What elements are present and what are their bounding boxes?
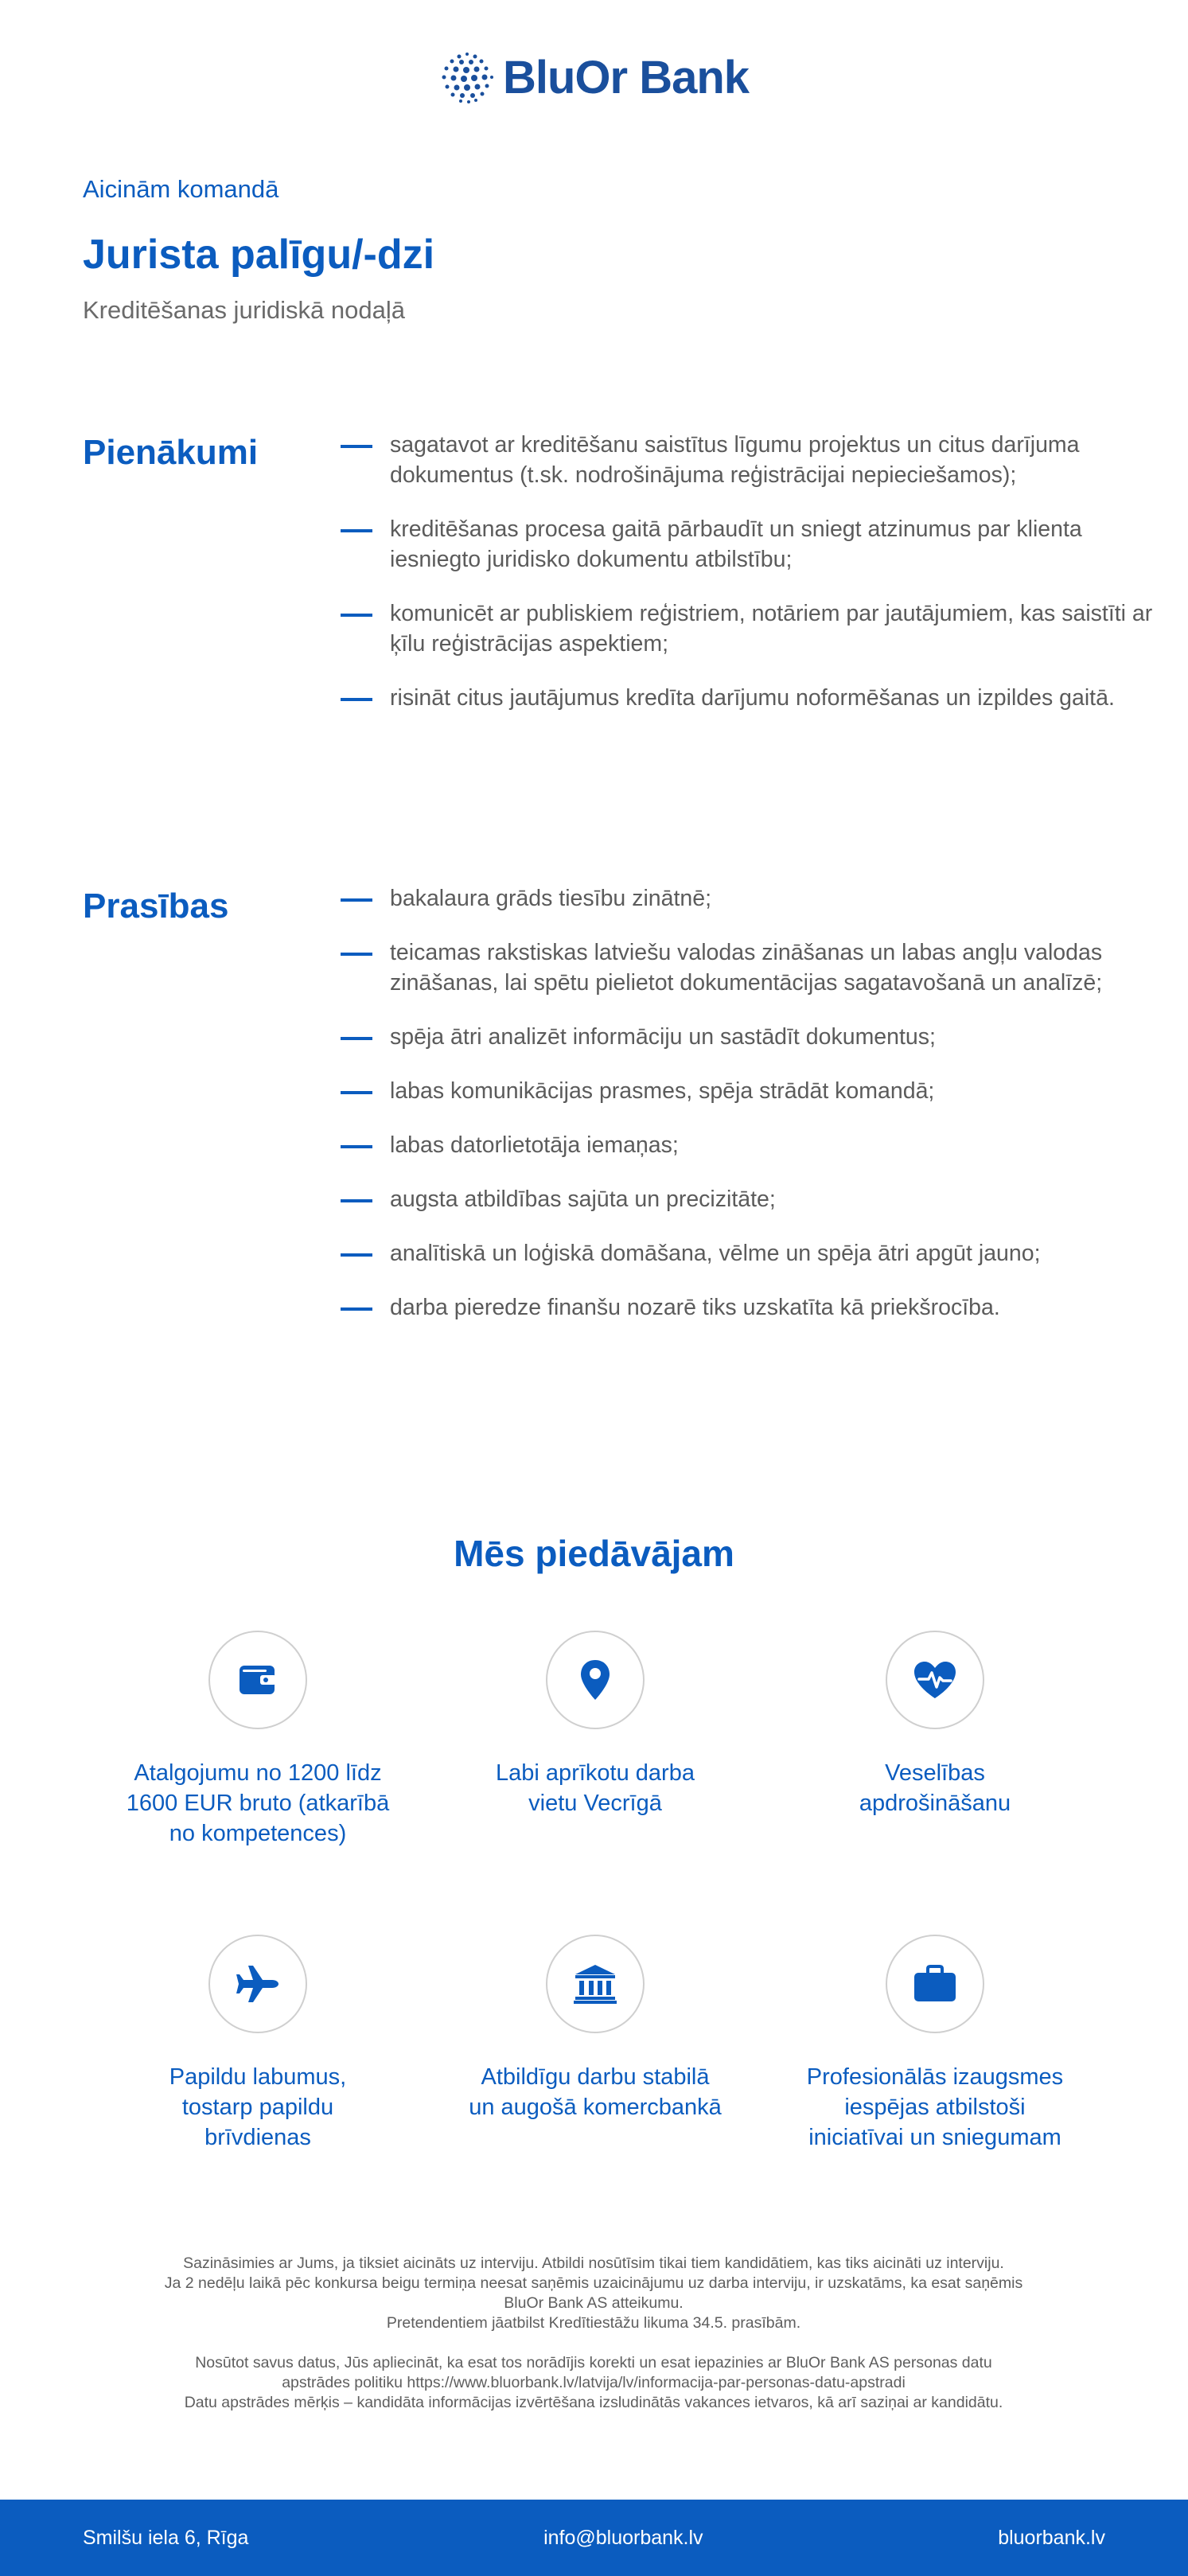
benefit-label: Atbildīgu darbu stabilā un augošā komercbankā [469, 2064, 722, 2120]
benefit-icon-circle [546, 1935, 645, 2033]
brand-name: BluOr Bank [502, 51, 750, 103]
dash-bullet [341, 1253, 372, 1257]
benefit-label: Atalgojumu no 1200 līdz 1600 EUR bruto (atkarībā no kompetences) [126, 1760, 390, 1846]
dash-bullet [341, 698, 372, 701]
list-item: analītiskā un loģiskā domāšana, vēlme un spēja ātri apgūt jauno; [341, 1238, 1168, 1269]
benefit-icon-circle [886, 1631, 984, 1729]
benefit-icon-circle [208, 1935, 307, 2033]
dash-bullet [341, 1145, 372, 1148]
dotted-globe-icon [439, 49, 495, 105]
dash-bullet [341, 953, 372, 956]
legal-notice [116, 2254, 1071, 2433]
list-item: kreditēšanas procesa gaitā pārbaudīt un sniegt atzinumus par klienta iesniegto juridisko dokumentu atbilstību; [341, 514, 1168, 575]
privacy-paragraph: Nosūtot savus datus, Jūs apliecināt, ka esat tos norādījis korekti un esat iepazinies ar BluOr Bank AS personas datu apstrādes politiku https://www.bluorbank.lv/latvija/lv/informacija-par-personas-datu-apstradi Datu apstrādes mērķis – kandidāta informācijas izvērtēšana izsludinātās vakances ietvaros, kā arī saziņai ar kandidātu. [184, 2354, 1003, 2411]
requirements-title: Prasības [83, 887, 229, 926]
heart-pulse-icon [913, 1660, 957, 1700]
duties-list [341, 430, 1168, 737]
benefit-icon-circle [546, 1631, 645, 1729]
job-title: Jurista palīgu/-dzi [83, 232, 435, 278]
job-intro [83, 175, 434, 325]
footer-address: Smilšu iela 6, Rīga [83, 2526, 249, 2549]
footer-email-link[interactable]: info@bluorbank.lv [543, 2526, 703, 2549]
legal-paragraph: Sazināsimies ar Jums, ja tiksiet aicināts uz interviju. Atbildi nosūtīsim tikai tiem kandidātiem, kas tiks aicināti uz interviju. Ja 2 nedēļu laikā pēc konkursa beigu termiņa neesat saņēmis uzaicinājumu uz darba interviju, ir uzskatāms, ka esat saņēmis BluOr Bank AS atteikumu. Pretendentiem jāatbilst Kredītiestāžu likuma 34.5. prasībām. [164, 2254, 1023, 2332]
list-item: darba pieredze finanšu nozarē tiks uzskatīta kā priekšrocība. [341, 1292, 1168, 1323]
benefit-label: Labi aprīkotu darba vietu Vecrīgā [496, 1760, 695, 1816]
benefit-salary [107, 1631, 409, 1849]
briefcase-icon [913, 1965, 957, 2003]
benefit-workplace [444, 1631, 746, 1818]
department-text: Kreditēšanas juridiskā nodaļā [83, 296, 405, 324]
list-item: teicamas rakstiskas latviešu valodas zināšanas un labas angļu valodas zināšanas, lai spētu pielietot dokumentācijas sagatavošanā un analīzē; [341, 937, 1168, 998]
benefit-stable-bank [444, 1935, 746, 2122]
benefit-label: Veselības apdrošināšanu [859, 1760, 1011, 1816]
offer-title: Mēs piedāvājam [454, 1533, 734, 1574]
benefit-health [784, 1631, 1086, 1818]
dash-bullet [341, 445, 372, 448]
benefit-growth [784, 1935, 1086, 2153]
dash-bullet [341, 898, 372, 902]
requirements-list [341, 883, 1168, 1346]
dash-bullet [341, 1307, 372, 1311]
dash-bullet [341, 614, 372, 617]
footer-bar [0, 2500, 1188, 2576]
list-item: bakalaura grāds tiesību zinātnē; [341, 883, 1168, 914]
brand-logo [0, 49, 1188, 105]
list-item: labas komunikācijas prasmes, spēja strādāt komandā; [341, 1076, 1168, 1106]
benefit-icon-circle [208, 1631, 307, 1729]
airplane-icon [234, 1963, 282, 2005]
duties-title: Pienākumi [83, 433, 259, 472]
dash-bullet [341, 1091, 372, 1094]
dash-bullet [341, 529, 372, 532]
map-pin-icon [579, 1658, 611, 1701]
list-item: komunicēt ar publiskiem reģistriem, notāriem par jautājumiem, kas saistīti ar ķīlu reģistrācijas aspektiem; [341, 598, 1168, 659]
list-item: augsta atbildības sajūta un precizitāte; [341, 1184, 1168, 1214]
list-item: sagatavot ar kreditēšanu saistītus līgumu projektus un citus darījuma dokumentus (t.sk. nodrošinājuma reģistrācijai nepieciešamos); [341, 430, 1168, 490]
dash-bullet [341, 1037, 372, 1040]
dash-bullet [341, 1199, 372, 1202]
list-item: risināt citus jautājumus kredīta darījumu noformēšanas un izpildes gaitā. [341, 683, 1168, 713]
benefit-label: Papildu labumus, tostarp papildu brīvdienas [169, 2064, 347, 2150]
footer-website-link[interactable]: bluorbank.lv [998, 2526, 1105, 2549]
benefit-extra-days [107, 1935, 409, 2153]
kicker-text: Aicinām komandā [83, 175, 279, 203]
bank-building-icon [574, 1963, 617, 2005]
wallet-icon [238, 1662, 278, 1697]
list-item: spēja ātri analizēt informāciju un sastādīt dokumentus; [341, 1022, 1168, 1052]
benefit-icon-circle [886, 1935, 984, 2033]
benefit-label: Profesionālās izaugsmes iespējas atbilstoši iniciatīvai un sniegumam [806, 2064, 1064, 2150]
list-item: labas datorlietotāja iemaņas; [341, 1130, 1168, 1160]
